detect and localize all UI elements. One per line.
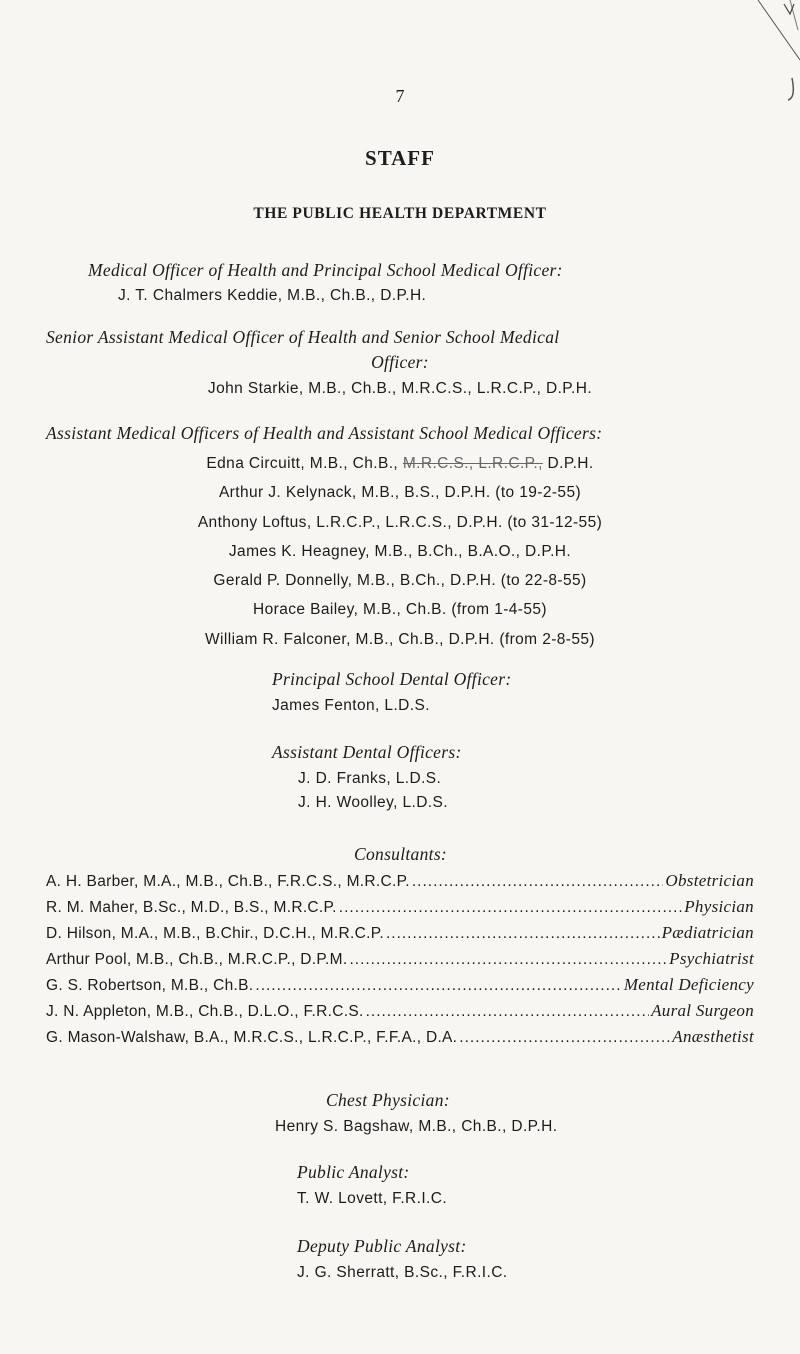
leader-dots <box>255 977 621 995</box>
assistants-title: Assistant Medical Officers of Health and Assistant School Medical Officers: <box>46 423 603 443</box>
department-heading: THE PUBLIC HEALTH DEPARTMENT <box>253 205 547 222</box>
table-row <box>46 923 754 945</box>
consultant-specialty: Obstetrician <box>665 871 754 890</box>
table-row <box>46 949 754 971</box>
senior-assistant-name: John Starkie, M.B., Ch.B., M.R.C.S., L.R.C.P., D.P.H. <box>207 380 593 397</box>
leader-dots <box>366 1003 650 1021</box>
leader-dots <box>386 925 660 943</box>
consultant-name: G. Mason-Walshaw, B.A., M.R.C.S., L.R.C.P., F.F.A., D.A. <box>46 1029 458 1046</box>
consultant-specialty: Mental Deficiency <box>623 975 754 994</box>
consultant-name: R. M. Maher, B.Sc., M.D., B.S., M.R.C.P. <box>46 899 337 916</box>
list-item: James K. Heagney, M.B., B.Ch., B.A.O., D.P.H. <box>228 542 572 560</box>
consultant-name: Arthur Pool, M.B., Ch.B., M.R.C.P., D.P.M. <box>46 951 348 968</box>
consultant-specialty: Anæsthetist <box>672 1027 754 1046</box>
assistants-list <box>0 449 800 654</box>
chest-physician-title: Chest Physician: <box>326 1090 450 1110</box>
page-number: 7 <box>395 86 405 106</box>
leader-dots <box>349 951 667 969</box>
consultant-specialty: Physician <box>684 897 754 916</box>
consultants-title: Consultants: <box>354 844 448 864</box>
table-row <box>46 897 754 919</box>
moh-title: Medical Officer of Health and Principal School Medical Officer: <box>88 260 563 280</box>
list-item: Arthur J. Kelynack, M.B., B.S., D.P.H. (to 19-2-55) <box>218 484 582 502</box>
chest-physician-name: Henry S. Bagshaw, M.B., Ch.B., D.P.H. <box>275 1118 558 1135</box>
list-item: J. H. Woolley, L.D.S. <box>298 794 448 811</box>
leader-dots <box>412 873 664 891</box>
moh-name: J. T. Chalmers Keddie, M.B., Ch.B., D.P.H. <box>118 287 427 304</box>
public-analyst-name: T. W. Lovett, F.R.I.C. <box>297 1190 448 1207</box>
assistant-first-name: Edna Circuitt, M.B., Ch.B., <box>206 455 399 472</box>
list-item: Anthony Loftus, L.R.C.P., L.R.C.S., D.P.H. (to 31-12-55) <box>197 513 603 531</box>
consultant-name: A. H. Barber, M.A., M.B., Ch.B., F.R.C.S., M.R.C.P. <box>46 873 410 890</box>
consultant-name: J. N. Appleton, M.B., Ch.B., D.L.O., F.R.C.S. <box>46 1003 364 1020</box>
deputy-analyst-title: Deputy Public Analyst: <box>297 1236 467 1256</box>
assistant-first-suffix: D.P.H. <box>547 455 594 472</box>
list-item: J. D. Franks, L.D.S. <box>298 770 442 787</box>
list-item: Gerald P. Donnelly, M.B., B.Ch., D.P.H. (to 22-8-55) <box>213 572 587 590</box>
list-item: Horace Bailey, M.B., Ch.B. (from 1-4-55) <box>253 601 547 619</box>
leader-dots <box>339 899 682 917</box>
table-row <box>46 1001 754 1023</box>
consultant-specialty: Psychiatrist <box>669 949 754 968</box>
list-item <box>0 449 800 478</box>
consultant-specialty: Pædiatrician <box>661 923 754 942</box>
struck-qualification: M.R.C.S., L.R.C.P., <box>402 455 543 472</box>
public-analyst-title: Public Analyst: <box>297 1162 410 1182</box>
consultant-specialty: Aural Surgeon <box>651 1001 754 1020</box>
table-row <box>46 1027 754 1049</box>
page-title: STAFF <box>365 146 435 170</box>
consultant-name: D. Hilson, M.A., M.B., B.Chir., D.C.H., M.R.C.P. <box>46 925 384 942</box>
senior-assistant-title-line2: Officer: <box>371 352 429 372</box>
deputy-analyst-name: J. G. Sherratt, B.Sc., F.R.I.C. <box>297 1264 508 1281</box>
dental-assistants-title: Assistant Dental Officers: <box>272 742 462 762</box>
consultant-name: G. S. Robertson, M.B., Ch.B. <box>46 977 254 994</box>
list-item: William R. Falconer, M.B., Ch.B., D.P.H. (from 2-8-55) <box>205 630 595 648</box>
table-row <box>46 871 754 893</box>
table-row <box>46 975 754 997</box>
leader-dots <box>459 1029 670 1047</box>
senior-assistant-title-line1: Senior Assistant Medical Officer of Health and Senior School Medical <box>46 327 560 347</box>
dental-principal-title: Principal School Dental Officer: <box>272 669 512 689</box>
dental-principal-name: James Fenton, L.D.S. <box>272 697 430 714</box>
